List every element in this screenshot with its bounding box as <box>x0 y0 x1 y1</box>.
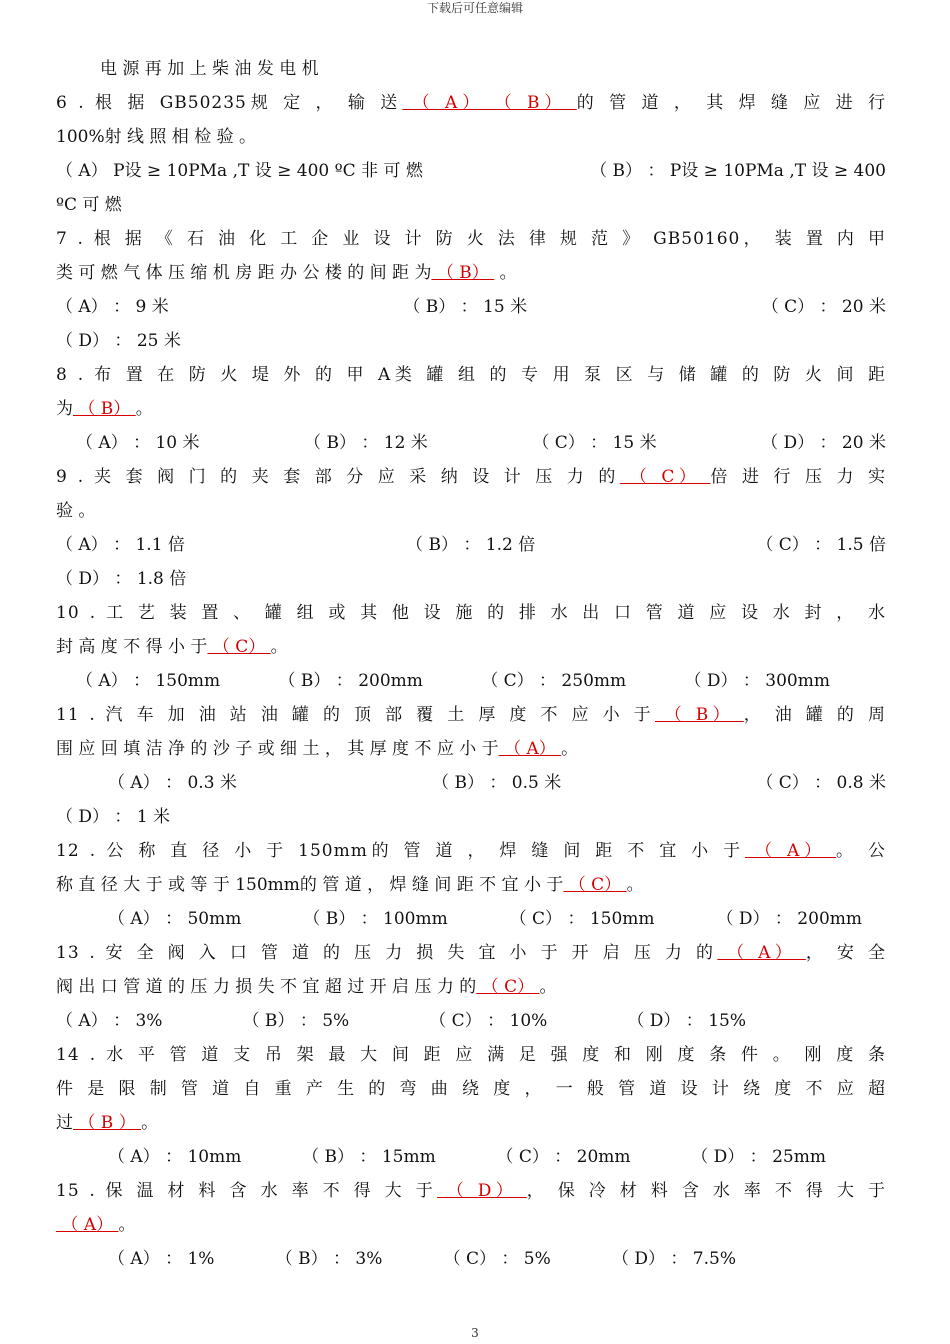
text-line: 为 （ B） 。 <box>56 399 153 419</box>
answer-blank: （ C） <box>563 875 627 895</box>
text-line: 验 。 <box>56 501 96 521</box>
text-line: ºC 可 燃 <box>56 195 122 215</box>
option-d: （ D） ： 25 米 <box>56 331 181 351</box>
options-row: （ A） ： 10mm （ B） ： 15mm （ C） ： 20mm （ D） ： 25mm <box>108 1147 826 1167</box>
text-line: 围 应 回 填 洁 净 的 沙 子 或 细 土 ， 其 厚 度 不 应 小 于 （ A） 。 <box>56 739 579 759</box>
document-body <box>56 52 886 1276</box>
options-row: （ A） ： 150mm （ B） ： 200mm （ C） ： 250mm （ D） ： 300mm <box>76 671 830 691</box>
text-line: 阀 出 口 管 道 的 压 力 损 失 不 宜 超 过 开 启 压 力 的 （ C） 。 <box>56 977 557 997</box>
options-row <box>56 154 886 188</box>
text-line: 100%射 线 照 相 检 验 。 <box>56 127 257 147</box>
question-7: 7 . 根 据 《 石 油 化 工 企 业 设 计 防 火 法 律 规 范 》 GB50160， 装 置 内 甲 <box>56 229 886 249</box>
answer-blank: （ B） <box>73 399 136 419</box>
answer-blank: （ C） <box>476 977 540 997</box>
options-row <box>56 290 886 324</box>
answer-blank: （ D） <box>437 1181 527 1201</box>
answer-blank: （ A） <box>744 841 837 861</box>
answer-blank: （ A） （ B） <box>402 93 577 113</box>
question-9: 9 . 夹 套 阀 门 的 夹 套 部 分 应 采 纳 设 计 压 力 的 （ C） 倍 进 行 压 力 实 <box>56 467 886 487</box>
options-row: （ A） ： 10 米 （ B） ： 12 米 （ C） ： 15 米 （ D） ： 20 米 <box>76 433 886 453</box>
text-line: 封 高 度 不 得 小 于 （ C） 。 <box>56 637 288 657</box>
option-b: （ B） ： 15 米 <box>403 297 528 317</box>
options-row: （ A） ： 1% （ B） ： 3% （ C） ： 5% （ D） ： 7.5% <box>108 1249 736 1269</box>
answer-blank: （ C） <box>207 637 271 657</box>
question-12: 12 . 公 称 直 径 小 于 150mm的 管 道 ， 焊 缝 间 距 不 宜 小 于 （ A） 。 公 <box>56 841 886 861</box>
page-header: 下载后可任意编辑 <box>426 1 523 15</box>
question-11: 11 . 汽 车 加 油 站 油 罐 的 顶 部 覆 土 厚 度 不 应 小 于 （ B） ， 油 罐 的 周 <box>56 705 886 725</box>
option-b: （ B） ： P设 ≥ 10PMa ,T 设 ≥ 400 <box>590 161 886 181</box>
answer-blank: （ C） <box>619 467 711 487</box>
text-line: 件 是 限 制 管 道 自 重 产 生 的 弯 曲 绕 度 ， 一 般 管 道 设 计 绕 度 不 应 超 <box>56 1079 886 1099</box>
question-14: 14 . 水 平 管 道 支 吊 架 最 大 间 距 应 满 足 强 度 和 刚 度 条 件 。 刚 度 条 <box>56 1045 886 1065</box>
option-d: （ D） ： 1.8 倍 <box>56 569 187 589</box>
answer-blank: （ A） <box>498 739 562 759</box>
answer-blank: （ B） <box>431 263 495 283</box>
question-13: 13 . 安 全 阀 入 口 管 道 的 压 力 损 失 宜 小 于 开 启 压 力 的 （ A） ， 安 全 <box>56 943 886 963</box>
options-row: （ A） ： 0.3 米 （ B） ： 0.5 米 （ C） ： 0.8 米 <box>108 773 886 793</box>
options-row: （ A） ： 3% （ B） ： 5% （ C） ： 10% （ D） ： 15% <box>56 1011 746 1031</box>
option-a: （ A） ： 9 米 <box>56 297 169 317</box>
text-line: （ A） 。 <box>56 1215 136 1235</box>
options-row: （ A） ： 1.1 倍 （ B） ： 1.2 倍 （ C） ： 1.5 倍 <box>56 535 886 555</box>
answer-blank: （ B） <box>655 705 744 725</box>
text-line: 类 可 燃 气 体 压 缩 机 房 距 办 公 楼 的 间 距 为 （ B） 。 <box>56 263 517 283</box>
options-row: （ A） ： 50mm （ B） ： 100mm （ C） ： 150mm （ D） ： 200mm <box>108 909 862 929</box>
question-10: 10 . 工 艺 装 置 、 罐 组 或 其 他 设 施 的 排 水 出 口 管 道 应 设 水 封 ， 水 <box>56 603 886 623</box>
text-line: 电 源 再 加 上 柴 油 发 电 机 <box>100 59 319 79</box>
option-d: （ D） ： 1 米 <box>56 807 171 827</box>
option-a: （ A） P设 ≥ 10PMa ,T 设 ≥ 400 ºC 非 可 燃 <box>56 161 423 181</box>
question-6: 6 . 根 据 GB50235规 定 ， 输 送 （ A） （ B） 的 管 道 ， 其 焊 缝 应 进 行 <box>56 93 886 113</box>
question-8: 8 . 布 置 在 防 火 堤 外 的 甲 A类 罐 组 的 专 用 泵 区 与 储 罐 的 防 火 间 距 <box>56 365 886 385</box>
page-number: 3 <box>471 1326 479 1340</box>
text-line: 过 （ B ） 。 <box>56 1113 159 1133</box>
answer-blank: （ A） <box>717 943 806 963</box>
answer-blank: （ A） <box>56 1215 119 1235</box>
text-line: 称 直 径 大 于 或 等 于 150mm的 管 道 ， 焊 缝 间 距 不 宜 小 于 （ C） 。 <box>56 875 644 895</box>
option-c: （ C） ： 20 米 <box>761 297 886 317</box>
question-15: 15 . 保 温 材 料 含 水 率 不 得 大 于 （ D） ， 保 冷 材 料 含 水 率 不 得 大 于 <box>56 1181 886 1201</box>
answer-blank: （ B ） <box>73 1113 142 1133</box>
